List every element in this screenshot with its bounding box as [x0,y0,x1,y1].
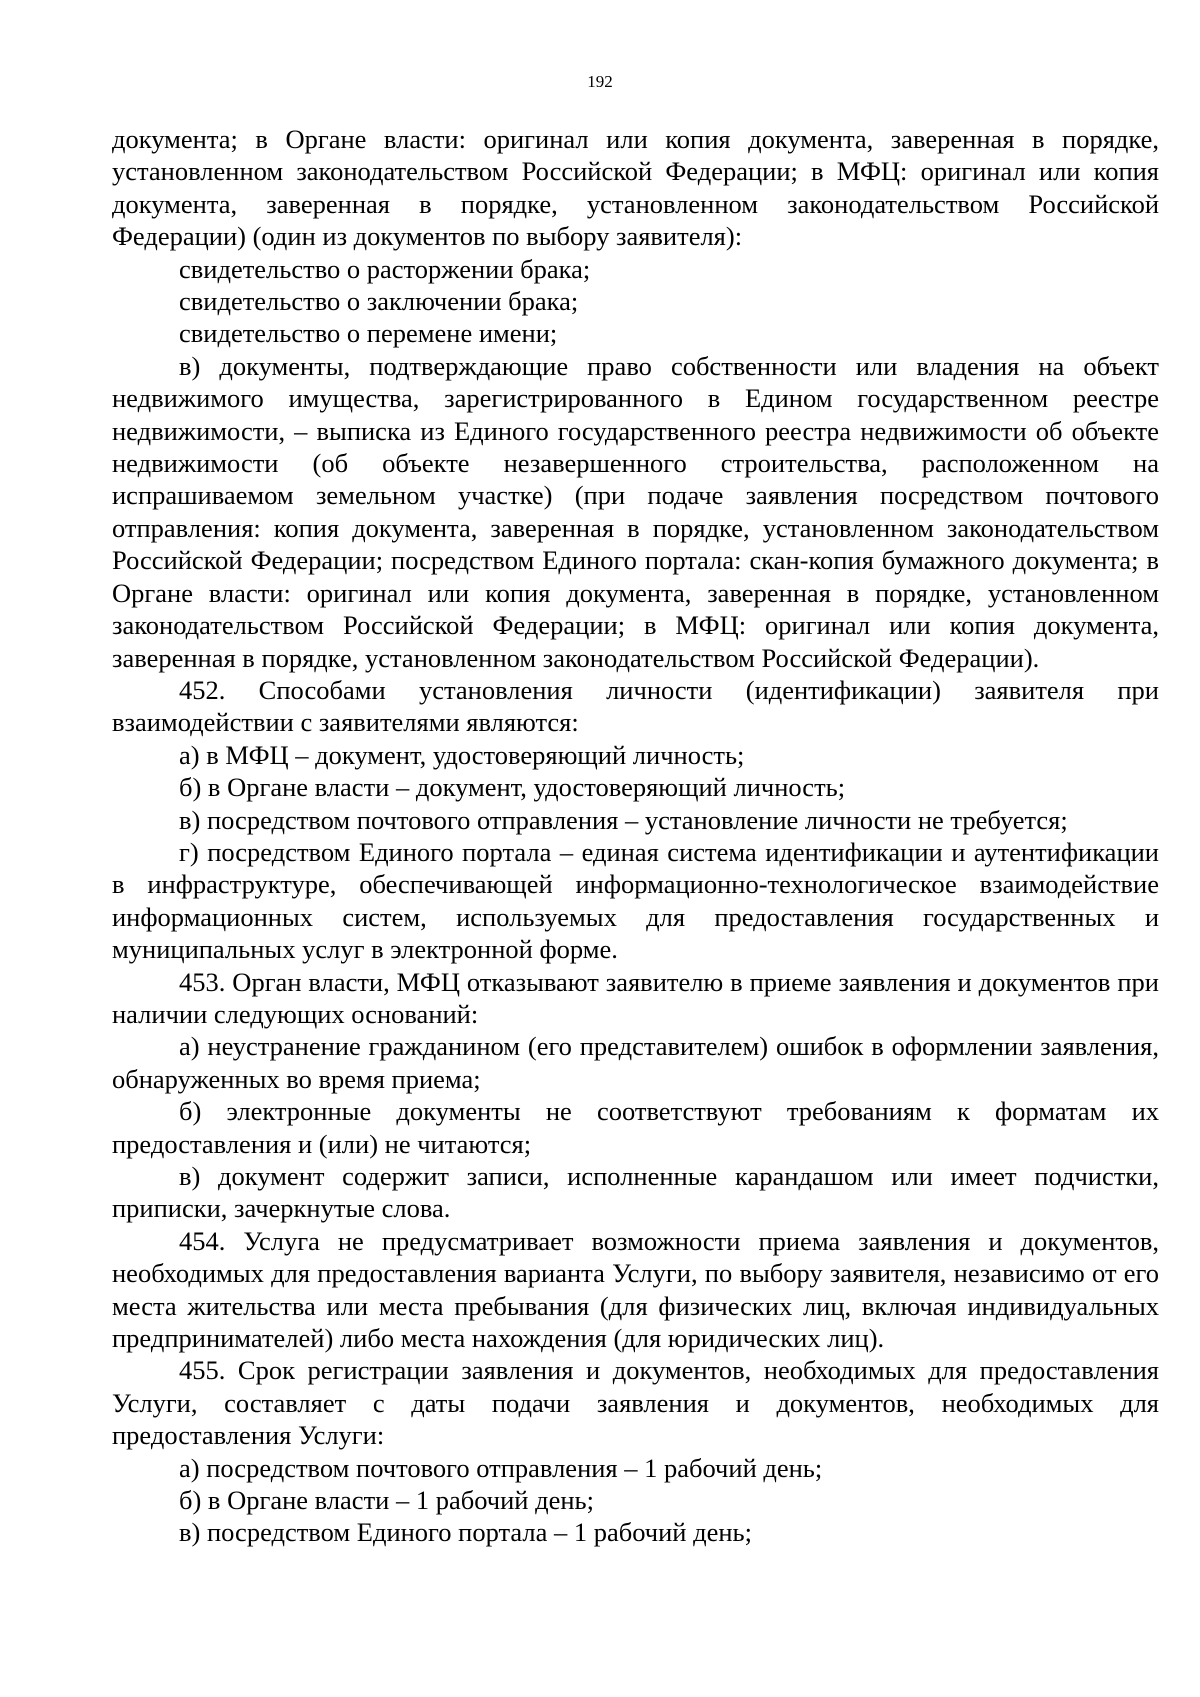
document-body [112,123,1159,1549]
paragraph-continuation: документа; в Органе власти: оригинал или копия документа, заверенная в порядке, установленном законодательством Российской Федерации; в МФЦ: оригинал или копия документа, заверенная в порядке, установленном законодательством Российской Федерации) (один из документов по выбору заявителя): [112,124,1159,252]
paragraph-subitem: а) неустранение гражданином (его представителем) ошибок в оформлении заявления, обнаруженных во время приема; [112,1031,1159,1094]
paragraph-454: 454. Услуга не предусматривает возможности приема заявления и документов, необходимых для предоставления варианта Услуги, по выбору заявителя, независимо от его места жительства или места пребывания (для физических лиц, включая индивидуальных предпринимателей) либо места нахождения (для юридических лиц). [112,1225,1159,1354]
paragraph-subitem: в) посредством почтового отправления – установление личности не требуется; [179,804,1068,835]
paragraph-list-item: свидетельство о расторжении брака; [179,253,591,284]
paragraph-subitem: б) в Органе власти – документ, удостоверяющий личность; [179,772,846,803]
paragraph-list-item: свидетельство о перемене имени; [179,318,558,349]
paragraph-subitem: в) документ содержит записи, исполненные карандашом или имеет подчистки, приписки, зачеркнутые слова. [112,1161,1159,1224]
paragraph-subitem: б) электронные документы не соответствуют требованиям к форматам их предоставления и (или) не читаются; [112,1096,1159,1159]
paragraph-subitem: в) документы, подтверждающие право собственности или владения на объект недвижимого имущества, зарегистрированного в Едином государственном реестре недвижимости, – выписка из Единого государственного реестра недвижимости об объекте недвижимости (об объекте незавершенного строительства, расположенном на испрашиваемом земельном участке) (при подаче заявления посредством почтового отправления: копия документа, заверенная в порядке, установленном законодательством Российской Федерации; посредством Единого портала: скан-копия бумажного документа; в Органе власти: оригинал или копия документа, заверенная в порядке, установленном законодательством Российской Федерации; в МФЦ: оригинал или копия документа, заверенная в порядке, установленном законодательством Российской Федерации). [112,350,1159,673]
paragraph-subitem: г) посредством Единого портала – единая система идентификации и аутентификации в инфраструктуре, обеспечивающей информационно-технологическое взаимодействие информационных систем, используемых для предоставления государственных и муниципальных услуг в электронной форме. [112,836,1159,965]
paragraph-list-item: свидетельство о заключении брака; [179,286,579,317]
paragraph-subitem: б) в Органе власти – 1 рабочий день; [179,1485,594,1516]
paragraph-453: 453. Орган власти, МФЦ отказывают заявителю в приеме заявления и документов при наличии следующих оснований: [112,966,1159,1029]
paragraph-subitem: а) в МФЦ – документ, удостоверяющий личность; [179,739,745,770]
paragraph-subitem: в) посредством Единого портала – 1 рабочий день; [179,1517,752,1548]
paragraph-455: 455. Срок регистрации заявления и документов, необходимых для предоставления Услуги, составляет с даты подачи заявления и документов, необходимых для предоставления Услуги: [112,1355,1159,1451]
page-number: 192 [587,72,613,91]
paragraph-452: 452. Способами установления личности (идентификации) заявителя при взаимодействии с заявителями являются: [112,674,1159,738]
paragraph-subitem: а) посредством почтового отправления – 1 рабочий день; [179,1452,823,1483]
